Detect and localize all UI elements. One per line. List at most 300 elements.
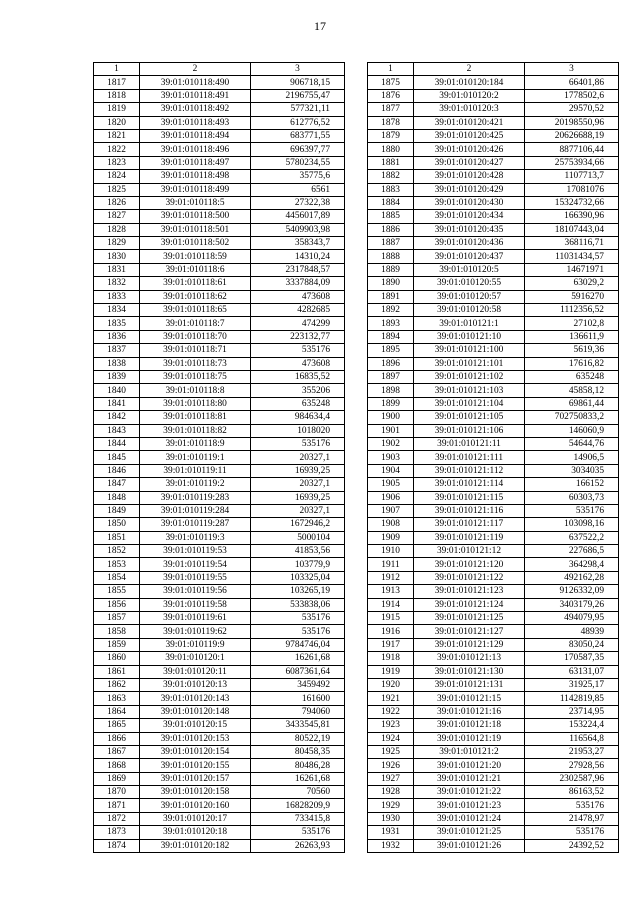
cadastral-number-cell: 39:01:010118:80 <box>140 397 251 410</box>
row-number-cell: 1908 <box>368 518 414 531</box>
value-cell: 533838,06 <box>251 598 345 611</box>
table-row <box>368 277 619 290</box>
value-cell: 20626688,19 <box>525 129 619 142</box>
row-number-cell: 1877 <box>368 103 414 116</box>
cadastral-number-cell: 39:01:010120:160 <box>140 799 251 812</box>
row-number-cell: 1906 <box>368 491 414 504</box>
row-number-cell: 1860 <box>94 652 140 665</box>
row-number-cell: 1841 <box>94 397 140 410</box>
table-row <box>368 317 619 330</box>
table-row <box>368 598 619 611</box>
row-number-cell: 1869 <box>94 772 140 785</box>
row-number-cell: 1920 <box>368 678 414 691</box>
cadastral-number-cell: 39:01:010121:116 <box>414 504 525 517</box>
row-number-cell: 1876 <box>368 89 414 102</box>
row-number-cell: 1879 <box>368 129 414 142</box>
cadastral-number-cell: 39:01:010121:119 <box>414 531 525 544</box>
value-cell: 3403179,26 <box>525 598 619 611</box>
row-number-cell: 1863 <box>94 692 140 705</box>
value-cell: 3337884,09 <box>251 277 345 290</box>
cadastral-number-cell: 39:01:010120:17 <box>140 812 251 825</box>
table-row <box>94 330 345 343</box>
cadastral-number-cell: 39:01:010120:55 <box>414 277 525 290</box>
cadastral-number-cell: 39:01:010121:115 <box>414 491 525 504</box>
table-row <box>368 678 619 691</box>
table-row <box>368 518 619 531</box>
value-cell: 1018020 <box>251 424 345 437</box>
value-cell: 474299 <box>251 317 345 330</box>
row-number-cell: 1867 <box>94 745 140 758</box>
cadastral-number-cell: 39:01:010119:61 <box>140 612 251 625</box>
value-cell: 535176 <box>251 344 345 357</box>
table-row <box>94 745 345 758</box>
cadastral-number-cell: 39:01:010119:1 <box>140 451 251 464</box>
cadastral-number-cell: 39:01:010118:490 <box>140 76 251 89</box>
row-number-cell: 1825 <box>94 183 140 196</box>
row-number-cell: 1850 <box>94 518 140 531</box>
row-number-cell: 1838 <box>94 357 140 370</box>
value-cell: 27928,56 <box>525 759 619 772</box>
value-cell: 3459492 <box>251 678 345 691</box>
cadastral-number-cell: 39:01:010121:104 <box>414 397 525 410</box>
cadastral-number-cell: 39:01:010120:436 <box>414 237 525 250</box>
row-number-cell: 1918 <box>368 652 414 665</box>
table-row <box>94 571 345 584</box>
value-cell: 3034035 <box>525 464 619 477</box>
row-number-cell: 1895 <box>368 344 414 357</box>
row-number-cell: 1844 <box>94 437 140 450</box>
cadastral-number-cell: 39:01:010119:287 <box>140 518 251 531</box>
cadastral-number-cell: 39:01:010118:73 <box>140 357 251 370</box>
value-cell: 535176 <box>251 612 345 625</box>
row-number-cell: 1893 <box>368 317 414 330</box>
value-cell: 5916270 <box>525 290 619 303</box>
value-cell: 702750833,2 <box>525 411 619 424</box>
table-row <box>368 732 619 745</box>
table-row <box>94 732 345 745</box>
table-row <box>368 545 619 558</box>
cadastral-number-cell: 39:01:010120:15 <box>140 719 251 732</box>
row-number-cell: 1896 <box>368 357 414 370</box>
row-number-cell: 1878 <box>368 116 414 129</box>
row-number-cell: 1905 <box>368 478 414 491</box>
value-cell: 23714,95 <box>525 705 619 718</box>
value-cell: 5780234,55 <box>251 156 345 169</box>
row-number-cell: 1926 <box>368 759 414 772</box>
cadastral-number-cell: 39:01:010120:57 <box>414 290 525 303</box>
table-row <box>94 518 345 531</box>
column-header-cadastral-number: 2 <box>140 63 251 76</box>
row-number-cell: 1827 <box>94 210 140 223</box>
row-number-cell: 1900 <box>368 411 414 424</box>
table-row <box>368 558 619 571</box>
row-number-cell: 1913 <box>368 585 414 598</box>
row-number-cell: 1847 <box>94 478 140 491</box>
row-number-cell: 1859 <box>94 638 140 651</box>
row-number-cell: 1872 <box>94 812 140 825</box>
table-row <box>94 183 345 196</box>
value-cell: 146060,9 <box>525 424 619 437</box>
value-cell: 16835,52 <box>251 370 345 383</box>
cadastral-number-cell: 39:01:010118:501 <box>140 223 251 236</box>
cadastral-number-cell: 39:01:010118:59 <box>140 250 251 263</box>
table-row <box>94 558 345 571</box>
value-cell: 66401,86 <box>525 76 619 89</box>
row-number-cell: 1823 <box>94 156 140 169</box>
cadastral-number-cell: 39:01:010118:81 <box>140 411 251 424</box>
row-number-cell: 1889 <box>368 263 414 276</box>
table-row <box>94 277 345 290</box>
cadastral-number-cell: 39:01:010119:11 <box>140 464 251 477</box>
value-cell: 6561 <box>251 183 345 196</box>
cadastral-number-cell: 39:01:010120:184 <box>414 76 525 89</box>
table-row <box>368 304 619 317</box>
cadastral-number-cell: 39:01:010121:124 <box>414 598 525 611</box>
value-cell: 984634,4 <box>251 411 345 424</box>
value-cell: 27322,38 <box>251 196 345 209</box>
value-cell: 535176 <box>251 826 345 839</box>
cadastral-number-cell: 39:01:010120:182 <box>140 839 251 852</box>
value-cell: 1107713,7 <box>525 170 619 183</box>
cadastral-number-cell: 39:01:010121:24 <box>414 812 525 825</box>
table-row <box>368 612 619 625</box>
cadastral-number-cell: 39:01:010121:18 <box>414 719 525 732</box>
row-number-cell: 1887 <box>368 237 414 250</box>
table-row <box>368 839 619 852</box>
value-cell: 1778502,6 <box>525 89 619 102</box>
table-row <box>94 464 345 477</box>
row-number-cell: 1902 <box>368 437 414 450</box>
row-number-cell: 1852 <box>94 545 140 558</box>
row-number-cell: 1865 <box>94 719 140 732</box>
value-cell: 14310,24 <box>251 250 345 263</box>
table-row <box>94 678 345 691</box>
value-cell: 26263,93 <box>251 839 345 852</box>
table-row <box>94 304 345 317</box>
cadastral-number-cell: 39:01:010121:25 <box>414 826 525 839</box>
value-cell: 6087361,64 <box>251 665 345 678</box>
row-number-cell: 1835 <box>94 317 140 330</box>
cadastral-number-cell: 39:01:010121:112 <box>414 464 525 477</box>
cadastral-number-cell: 39:01:010121:101 <box>414 357 525 370</box>
cadastral-number-cell: 39:01:010121:16 <box>414 705 525 718</box>
table-row <box>368 437 619 450</box>
cadastral-number-cell: 39:01:010119:2 <box>140 478 251 491</box>
value-cell: 103265,19 <box>251 585 345 598</box>
value-cell: 906718,15 <box>251 76 345 89</box>
table-row <box>368 745 619 758</box>
row-number-cell: 1839 <box>94 370 140 383</box>
value-cell: 16261,68 <box>251 772 345 785</box>
cadastral-number-cell: 39:01:010118:492 <box>140 103 251 116</box>
table-row <box>368 799 619 812</box>
table-row <box>94 625 345 638</box>
value-cell: 69861,44 <box>525 397 619 410</box>
cadastral-number-cell: 39:01:010121:2 <box>414 745 525 758</box>
cadastral-number-cell: 39:01:010119:58 <box>140 598 251 611</box>
value-cell: 27102,8 <box>525 317 619 330</box>
value-cell: 4282685 <box>251 304 345 317</box>
value-cell: 9126332,09 <box>525 585 619 598</box>
row-number-cell: 1848 <box>94 491 140 504</box>
value-cell: 80486,28 <box>251 759 345 772</box>
value-cell: 18107443,04 <box>525 223 619 236</box>
table-row <box>368 571 619 584</box>
value-cell: 1142819,85 <box>525 692 619 705</box>
value-cell: 116564,8 <box>525 732 619 745</box>
cadastral-number-cell: 39:01:010121:26 <box>414 839 525 852</box>
value-cell: 161600 <box>251 692 345 705</box>
value-cell: 473608 <box>251 290 345 303</box>
row-number-cell: 1855 <box>94 585 140 598</box>
cadastral-number-cell: 39:01:010119:56 <box>140 585 251 598</box>
cadastral-number-cell: 39:01:010119:3 <box>140 531 251 544</box>
value-cell: 358343,7 <box>251 237 345 250</box>
table-row <box>368 344 619 357</box>
value-cell: 80458,35 <box>251 745 345 758</box>
row-number-cell: 1868 <box>94 759 140 772</box>
table-row <box>368 585 619 598</box>
table-row <box>368 223 619 236</box>
table-row <box>94 156 345 169</box>
table-row <box>94 76 345 89</box>
cadastral-number-cell: 39:01:010121:11 <box>414 437 525 450</box>
table-row <box>94 411 345 424</box>
row-number-cell: 1904 <box>368 464 414 477</box>
value-cell: 364298,4 <box>525 558 619 571</box>
row-number-cell: 1856 <box>94 598 140 611</box>
table-row <box>94 196 345 209</box>
cadastral-number-cell: 39:01:010121:21 <box>414 772 525 785</box>
value-cell: 635248 <box>525 370 619 383</box>
value-cell: 577321,11 <box>251 103 345 116</box>
table-row <box>94 491 345 504</box>
cadastral-number-cell: 39:01:010120:153 <box>140 732 251 745</box>
cadastral-number-cell: 39:01:010118:500 <box>140 210 251 223</box>
row-number-cell: 1924 <box>368 732 414 745</box>
table-row <box>368 504 619 517</box>
table-row <box>94 839 345 852</box>
value-cell: 14906,5 <box>525 451 619 464</box>
table-header-row <box>94 63 345 76</box>
registry-table-right <box>367 62 619 853</box>
cadastral-number-cell: 39:01:010120:154 <box>140 745 251 758</box>
table-row <box>94 812 345 825</box>
row-number-cell: 1930 <box>368 812 414 825</box>
row-number-cell: 1915 <box>368 612 414 625</box>
cadastral-number-cell: 39:01:010118:491 <box>140 89 251 102</box>
cadastral-number-cell: 39:01:010120:425 <box>414 129 525 142</box>
row-number-cell: 1899 <box>368 397 414 410</box>
cadastral-number-cell: 39:01:010121:20 <box>414 759 525 772</box>
cadastral-number-cell: 39:01:010120:429 <box>414 183 525 196</box>
cadastral-number-cell: 39:01:010118:7 <box>140 317 251 330</box>
table-row <box>94 424 345 437</box>
row-number-cell: 1916 <box>368 625 414 638</box>
table-row <box>94 89 345 102</box>
table-row <box>368 826 619 839</box>
table-row <box>368 76 619 89</box>
table-row <box>94 397 345 410</box>
cadastral-number-cell: 39:01:010118:493 <box>140 116 251 129</box>
value-cell: 63029,2 <box>525 277 619 290</box>
value-cell: 492162,28 <box>525 571 619 584</box>
cadastral-number-cell: 39:01:010118:65 <box>140 304 251 317</box>
row-number-cell: 1866 <box>94 732 140 745</box>
table-row <box>94 237 345 250</box>
value-cell: 635248 <box>251 397 345 410</box>
row-number-cell: 1928 <box>368 786 414 799</box>
row-number-cell: 1931 <box>368 826 414 839</box>
row-number-cell: 1885 <box>368 210 414 223</box>
row-number-cell: 1845 <box>94 451 140 464</box>
cadastral-number-cell: 39:01:010121:100 <box>414 344 525 357</box>
table-row <box>368 116 619 129</box>
value-cell: 5619,36 <box>525 344 619 357</box>
cadastral-number-cell: 39:01:010121:22 <box>414 786 525 799</box>
cadastral-number-cell: 39:01:010118:494 <box>140 129 251 142</box>
table-row <box>368 464 619 477</box>
table-row <box>368 692 619 705</box>
row-number-cell: 1921 <box>368 692 414 705</box>
value-cell: 20327,1 <box>251 451 345 464</box>
table-row <box>94 437 345 450</box>
row-number-cell: 1886 <box>368 223 414 236</box>
row-number-cell: 1883 <box>368 183 414 196</box>
row-number-cell: 1822 <box>94 143 140 156</box>
row-number-cell: 1861 <box>94 665 140 678</box>
table-row <box>94 786 345 799</box>
cadastral-number-cell: 39:01:010118:497 <box>140 156 251 169</box>
row-number-cell: 1853 <box>94 558 140 571</box>
table-body <box>368 76 619 853</box>
table-row <box>368 237 619 250</box>
table-row <box>94 129 345 142</box>
row-number-cell: 1894 <box>368 330 414 343</box>
table-row <box>368 156 619 169</box>
table-row <box>368 183 619 196</box>
value-cell: 29570,52 <box>525 103 619 116</box>
column-header-number: 1 <box>94 63 140 76</box>
table-row <box>368 250 619 263</box>
cadastral-number-cell: 39:01:010121:23 <box>414 799 525 812</box>
column-header-number: 1 <box>368 63 414 76</box>
cadastral-number-cell: 39:01:010121:122 <box>414 571 525 584</box>
table-row <box>94 585 345 598</box>
row-number-cell: 1829 <box>94 237 140 250</box>
value-cell: 494079,95 <box>525 612 619 625</box>
table-row <box>368 210 619 223</box>
value-cell: 166390,96 <box>525 210 619 223</box>
cadastral-number-cell: 39:01:010121:15 <box>414 692 525 705</box>
table-row <box>368 812 619 825</box>
table-row <box>94 263 345 276</box>
row-number-cell: 1857 <box>94 612 140 625</box>
table-row <box>94 665 345 678</box>
cadastral-number-cell: 39:01:010120:428 <box>414 170 525 183</box>
row-number-cell: 1849 <box>94 504 140 517</box>
row-number-cell: 1914 <box>368 598 414 611</box>
value-cell: 11031434,57 <box>525 250 619 263</box>
table-row <box>368 196 619 209</box>
value-cell: 535176 <box>251 437 345 450</box>
value-cell: 1672946,2 <box>251 518 345 531</box>
row-number-cell: 1864 <box>94 705 140 718</box>
row-number-cell: 1819 <box>94 103 140 116</box>
table-row <box>94 612 345 625</box>
table-row <box>94 116 345 129</box>
value-cell: 4456017,89 <box>251 210 345 223</box>
value-cell: 136611,9 <box>525 330 619 343</box>
cadastral-number-cell: 39:01:010120:1 <box>140 652 251 665</box>
value-cell: 24392,52 <box>525 839 619 852</box>
row-number-cell: 1818 <box>94 89 140 102</box>
row-number-cell: 1911 <box>368 558 414 571</box>
value-cell: 2302587,96 <box>525 772 619 785</box>
row-number-cell: 1820 <box>94 116 140 129</box>
table-row <box>94 250 345 263</box>
cadastral-number-cell: 39:01:010120:427 <box>414 156 525 169</box>
value-cell: 14671971 <box>525 263 619 276</box>
value-cell: 535176 <box>525 504 619 517</box>
value-cell: 16261,68 <box>251 652 345 665</box>
cadastral-number-cell: 39:01:010121:123 <box>414 585 525 598</box>
column-header-cadastral-number: 2 <box>414 63 525 76</box>
table-row <box>94 370 345 383</box>
table-row <box>368 290 619 303</box>
table-row <box>94 504 345 517</box>
table-row <box>94 545 345 558</box>
cadastral-number-cell: 39:01:010121:103 <box>414 384 525 397</box>
table-row <box>368 424 619 437</box>
cadastral-number-cell: 39:01:010120:148 <box>140 705 251 718</box>
row-number-cell: 1828 <box>94 223 140 236</box>
row-number-cell: 1834 <box>94 304 140 317</box>
row-number-cell: 1927 <box>368 772 414 785</box>
row-number-cell: 1824 <box>94 170 140 183</box>
cadastral-number-cell: 39:01:010121:102 <box>414 370 525 383</box>
row-number-cell: 1890 <box>368 277 414 290</box>
table-row <box>368 759 619 772</box>
row-number-cell: 1837 <box>94 344 140 357</box>
page-number: 17 <box>314 19 326 33</box>
value-cell: 5000104 <box>251 531 345 544</box>
value-cell: 80522,19 <box>251 732 345 745</box>
row-number-cell: 1862 <box>94 678 140 691</box>
cadastral-number-cell: 39:01:010121:125 <box>414 612 525 625</box>
value-cell: 45858,12 <box>525 384 619 397</box>
value-cell: 223132,77 <box>251 330 345 343</box>
cadastral-number-cell: 39:01:010118:499 <box>140 183 251 196</box>
table-row <box>368 705 619 718</box>
row-number-cell: 1870 <box>94 786 140 799</box>
table-row <box>368 652 619 665</box>
row-number-cell: 1840 <box>94 384 140 397</box>
cadastral-number-cell: 39:01:010121:130 <box>414 665 525 678</box>
cadastral-number-cell: 39:01:010118:9 <box>140 437 251 450</box>
cadastral-number-cell: 39:01:010121:129 <box>414 638 525 651</box>
table-row <box>368 103 619 116</box>
cadastral-number-cell: 39:01:010119:55 <box>140 571 251 584</box>
value-cell: 83050,24 <box>525 638 619 651</box>
table-row <box>94 652 345 665</box>
row-number-cell: 1842 <box>94 411 140 424</box>
row-number-cell: 1854 <box>94 571 140 584</box>
cadastral-number-cell: 39:01:010118:75 <box>140 370 251 383</box>
value-cell: 63131,07 <box>525 665 619 678</box>
table-row <box>94 638 345 651</box>
cadastral-number-cell: 39:01:010118:502 <box>140 237 251 250</box>
